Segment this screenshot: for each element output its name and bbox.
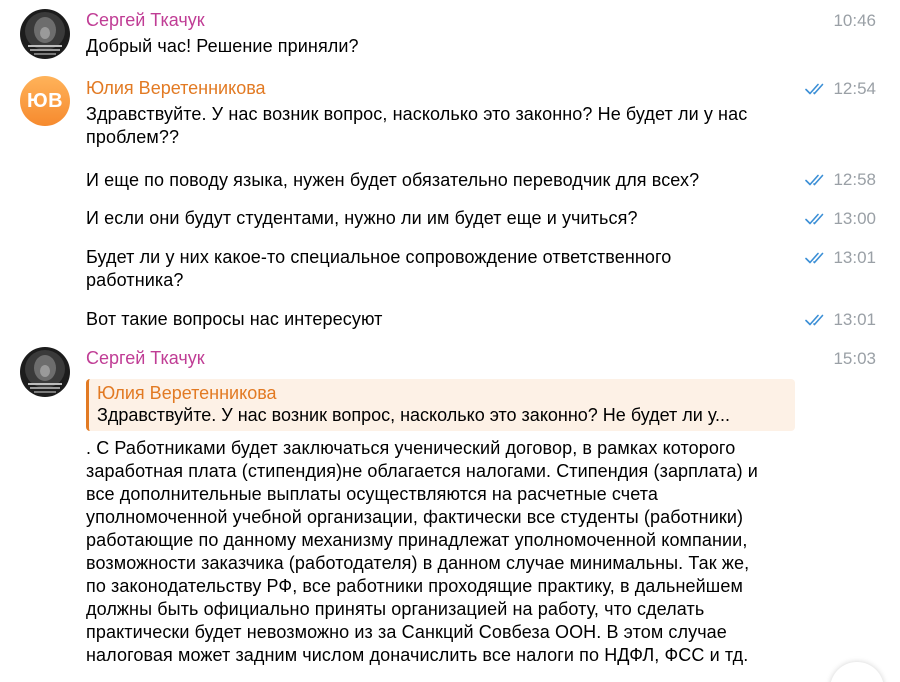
message-text: И еще по поводу языка, нужен будет обязательно переводчик для всех? <box>86 170 700 190</box>
avatar-initials: ЮВ <box>26 89 64 112</box>
message-line: проблем?? <box>86 127 180 147</box>
message-line: возможности заказчика (работодателя) в данном случае минимальны. Так же, <box>86 553 750 573</box>
message-line: все дополнительные выплаты осуществляются на расчетные счета <box>86 484 659 504</box>
avatar-sergey-tkachuk[interactable] <box>20 9 70 59</box>
message-line: работника? <box>86 270 184 290</box>
time-label: 13:01 <box>833 248 876 267</box>
message-line: . С Работниками будет заключаться ученический договор, в рамках которого <box>86 438 736 458</box>
sender-name[interactable]: Юлия Веретенникова <box>86 78 266 98</box>
double-check-icon <box>805 82 829 96</box>
message-text: Вот такие вопросы нас интересуют <box>86 309 383 329</box>
message-line: по законодательству РФ, все работники проходящие практику, в дальнейшем <box>86 576 743 596</box>
message-time <box>805 208 876 230</box>
time-label: 13:01 <box>833 310 876 329</box>
message-text: И если они будут студентами, нужно ли им будет еще и учиться? <box>86 208 638 228</box>
double-check-icon <box>805 313 829 327</box>
message-time <box>805 247 876 269</box>
sender-name[interactable]: Сергей Ткачук <box>86 10 205 30</box>
scroll-down-button[interactable] <box>830 662 884 682</box>
message-line: заработная плата (стипендия)не облагается налогами. Стипендия (зарплата) и <box>86 461 758 481</box>
sender-name[interactable]: Сергей Ткачук <box>86 348 205 368</box>
double-check-icon <box>805 251 829 265</box>
time-label: 13:00 <box>833 209 876 228</box>
message-time <box>833 10 876 32</box>
message-text <box>86 246 671 292</box>
double-check-icon <box>805 212 829 226</box>
message-text <box>86 437 758 667</box>
message-line: уполномоченной учебной организации, фактически все студенты (работники) <box>86 507 744 527</box>
message-line: практически будет невозможно из за Санкций Совбеза ООН. В этом случае <box>86 622 727 642</box>
message-line: Будет ли у них какое-то специальное сопровождение ответственного <box>86 247 672 267</box>
message-line: работающие по данному механизму принадлежат уполномоченной компании, <box>86 530 748 550</box>
double-check-icon <box>805 173 829 187</box>
message-time <box>833 348 876 370</box>
reply-quote[interactable] <box>86 379 795 431</box>
message-text <box>86 103 747 149</box>
message-line: налоговая может задним числом доначислить все налоги по НДФЛ, ФСС и тд. <box>86 645 749 665</box>
time-label: 10:46 <box>833 11 876 30</box>
reply-sender-name: Юлия Веретенникова <box>97 383 277 403</box>
message-time <box>805 169 876 191</box>
message-time <box>805 78 876 100</box>
reply-quoted-text: Здравствуйте. У нас возник вопрос, насколько это законно? Не будет ли у... <box>97 405 731 425</box>
avatar-yulia-veretennikova[interactable] <box>20 76 70 126</box>
message-line: должны быть официально приняты организацией на работу, что сделать <box>86 599 705 619</box>
lion-avatar-icon <box>20 9 70 59</box>
message-time <box>805 309 876 331</box>
time-label: 12:58 <box>833 170 876 189</box>
time-label: 15:03 <box>833 349 876 368</box>
time-label: 12:54 <box>833 79 876 98</box>
message-line: Здравствуйте. У нас возник вопрос, насколько это законно? Не будет ли у нас <box>86 104 748 124</box>
lion-avatar-icon <box>20 347 70 397</box>
avatar-sergey-tkachuk[interactable] <box>20 347 70 397</box>
message-text: Добрый час! Решение приняли? <box>86 36 359 56</box>
